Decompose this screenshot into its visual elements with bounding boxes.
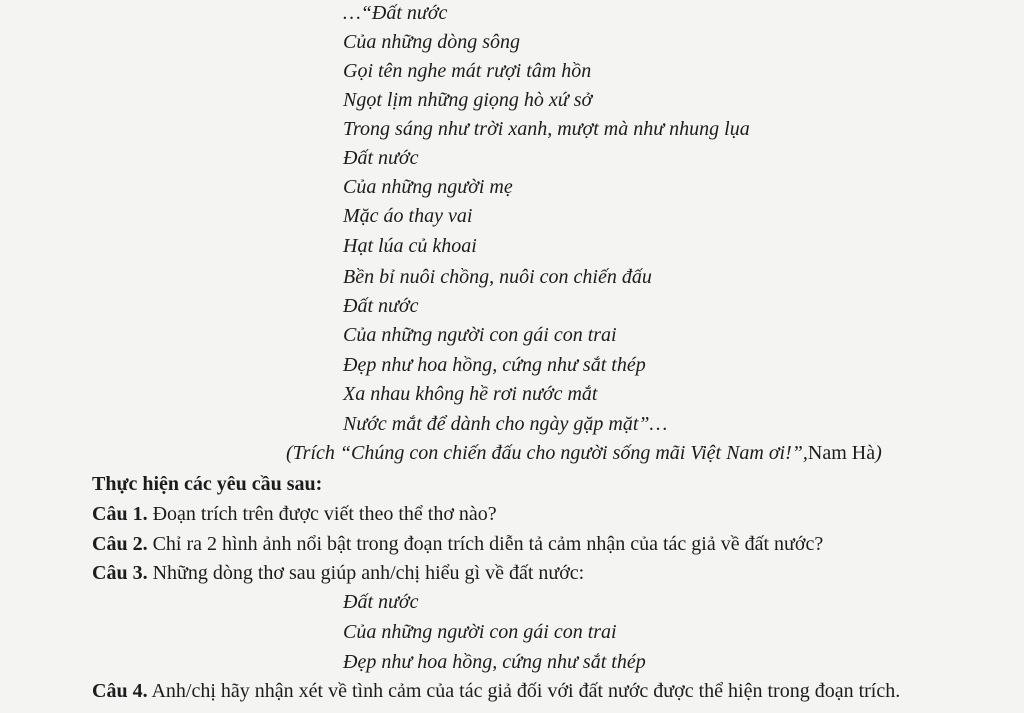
question-text: Anh/chị hãy nhận xét về tình cảm của tác giả đối với đất nước được thể hiện trong đoạn trích.	[147, 680, 901, 702]
question-text: Chỉ ra 2 hình ảnh nổi bật trong đoạn trích diễn tả cảm nhận của tác giả về đất nước?	[147, 533, 824, 555]
poem-line: Của những dòng sông	[343, 31, 521, 53]
cropped-text-fragment	[92, 704, 332, 713]
poem-line: Đẹp như hoa hồng, cứng như sắt thép	[343, 354, 646, 376]
poem-line: Hạt lúa củ khoai	[343, 235, 477, 257]
poem-line: Trong sáng như trời xanh, mượt mà như nhung lụa	[343, 118, 750, 140]
poem-line: Nước mắt để dành cho ngày gặp mặt”…	[343, 413, 668, 435]
question-number: Câu 2.	[92, 533, 148, 555]
poem-line: …“Đất nước	[343, 2, 448, 24]
question-text: Những dòng thơ sau giúp anh/chị hiểu gì về đất nước:	[147, 562, 585, 584]
source-author: Nam Hà	[807, 442, 876, 464]
quoted-line: Đất nước	[343, 591, 419, 613]
task-heading: Thực hiện các yêu cầu sau:	[92, 473, 323, 495]
poem-line: Của những người mẹ	[343, 176, 513, 198]
poem-line: Đất nước	[343, 147, 419, 169]
source-citation	[286, 441, 882, 465]
question-3	[92, 561, 584, 585]
source-close: )	[875, 442, 882, 464]
question-number: Câu 1.	[92, 503, 148, 525]
question-4	[92, 679, 900, 703]
question-number: Câu 4.	[92, 680, 148, 702]
poem-line: Bền bỉ nuôi chồng, nuôi con chiến đấu	[343, 266, 652, 288]
poem-line: Của những người con gái con trai	[343, 324, 617, 346]
poem-line: Gọi tên nghe mát rượi tâm hồn	[343, 60, 592, 82]
question-text: Đoạn trích trên được viết theo thể thơ nào?	[147, 503, 497, 525]
quoted-line: Đẹp như hoa hồng, cứng như sắt thép	[343, 651, 646, 673]
poem-line: Mặc áo thay vai	[343, 205, 473, 227]
question-2	[92, 532, 823, 556]
question-1	[92, 502, 497, 526]
poem-line: Đất nước	[343, 295, 419, 317]
source-title: (Trích “Chúng con chiến đấu cho người sống mãi Việt Nam ơi!”,	[286, 442, 808, 464]
quoted-line: Của những người con gái con trai	[343, 621, 617, 643]
poem-line: Xa nhau không hề rơi nước mắt	[343, 383, 598, 405]
poem-line: Ngọt lịm những giọng hò xứ sở	[343, 89, 593, 111]
question-number: Câu 3.	[92, 562, 148, 584]
